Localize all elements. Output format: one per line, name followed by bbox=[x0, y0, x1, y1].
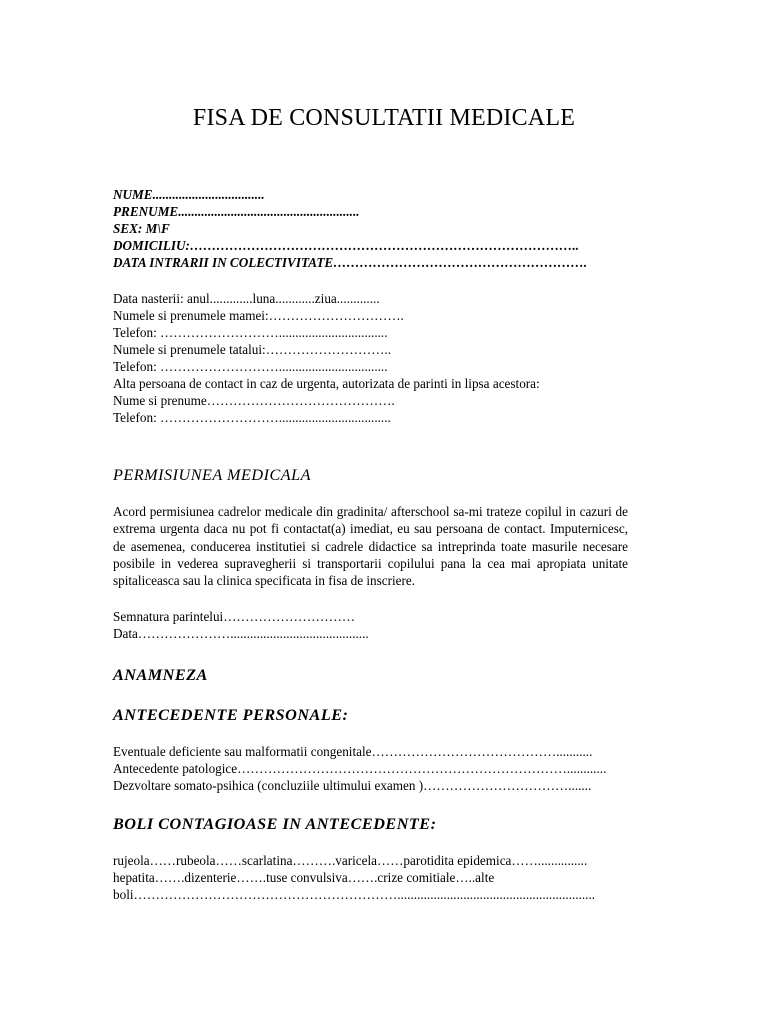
field-tata: Numele si prenumele tatalui:……………………….. bbox=[113, 342, 391, 357]
field-dezvoltare: Dezvoltare somato-psihica (concluziile ultimului examen )……………………………....... bbox=[113, 778, 592, 793]
field-sex: SEX: M\F bbox=[113, 221, 170, 236]
field-data-nasterii: Data nasterii: anul.............luna............ziua............. bbox=[113, 291, 380, 306]
field-prenume: PRENUME....................................................... bbox=[113, 204, 360, 219]
field-boli-line2: hepatita…….dizenterie…….tuse convulsiva…….crize comitiale…..alte bbox=[113, 870, 495, 885]
permisiunea-paragraph: Acord permisiunea cadrelor medicale din gradinita/ afterschool sa-mi trateze copilul in cazuri de extrema urgenta daca nu pot fi contactat(a) imediat, eu sau persoana de contact. Imputernicesc, de asemenea, conducerea institutiei si cadrele didactice sa intreprinda toate masurile necesare posibile in vederea supravegherii si transportarii copilului pana la cea mai apropiata unitate spitaliceasca sau la clinica specificata in fisa de inscriere. bbox=[113, 504, 628, 589]
field-data-intrarii: DATA INTRARII IN COLECTIVITATE…………………………………………………. bbox=[113, 255, 588, 270]
field-alta-persoana: Alta persoana de contact in caz de urgenta, autorizata de parinti in lipsa acestora: bbox=[113, 376, 540, 391]
field-patologice: Antecedente patologice…………………………………………………………………............ bbox=[113, 761, 607, 776]
field-boli-line1: rujeola……rubeola……scarlatina……….varicela……parotidita epidemica……............... bbox=[113, 853, 588, 868]
field-semnatura: Semnatura parintelui………………………… bbox=[113, 609, 356, 624]
section-heading-boli: BOLI CONTAGIOASE IN ANTECEDENTE: bbox=[113, 815, 437, 833]
field-telefon-tata: Telefon: ………………………................................. bbox=[113, 359, 388, 374]
section-heading-anamneza: ANAMNEZA bbox=[113, 666, 208, 684]
field-deficiente: Eventuale deficiente sau malformatii congenitale……………………………………........... bbox=[113, 744, 593, 759]
field-mama: Numele si prenumele mamei:…………………………. bbox=[113, 308, 404, 323]
field-boli-line3: boli……………………………………………………............................................................ bbox=[113, 887, 596, 902]
field-domiciliu: DOMICILIU:…………………………………………………………………………….. bbox=[113, 238, 579, 253]
field-data: Data………………….......................................... bbox=[113, 626, 369, 641]
field-nume-prenume: Nume si prenume……………………………………. bbox=[113, 393, 395, 408]
field-telefon-alta: Telefon: ……………………….................................. bbox=[113, 410, 391, 425]
section-heading-permisiunea: PERMISIUNEA MEDICALA bbox=[113, 466, 312, 484]
field-nume: NUME.................................. bbox=[113, 187, 265, 202]
field-telefon-mama: Telefon: ………………………................................. bbox=[113, 325, 388, 340]
section-heading-antecedente: ANTECEDENTE PERSONALE: bbox=[113, 706, 349, 724]
page-title: FISA DE CONSULTATII MEDICALE bbox=[192, 105, 576, 131]
